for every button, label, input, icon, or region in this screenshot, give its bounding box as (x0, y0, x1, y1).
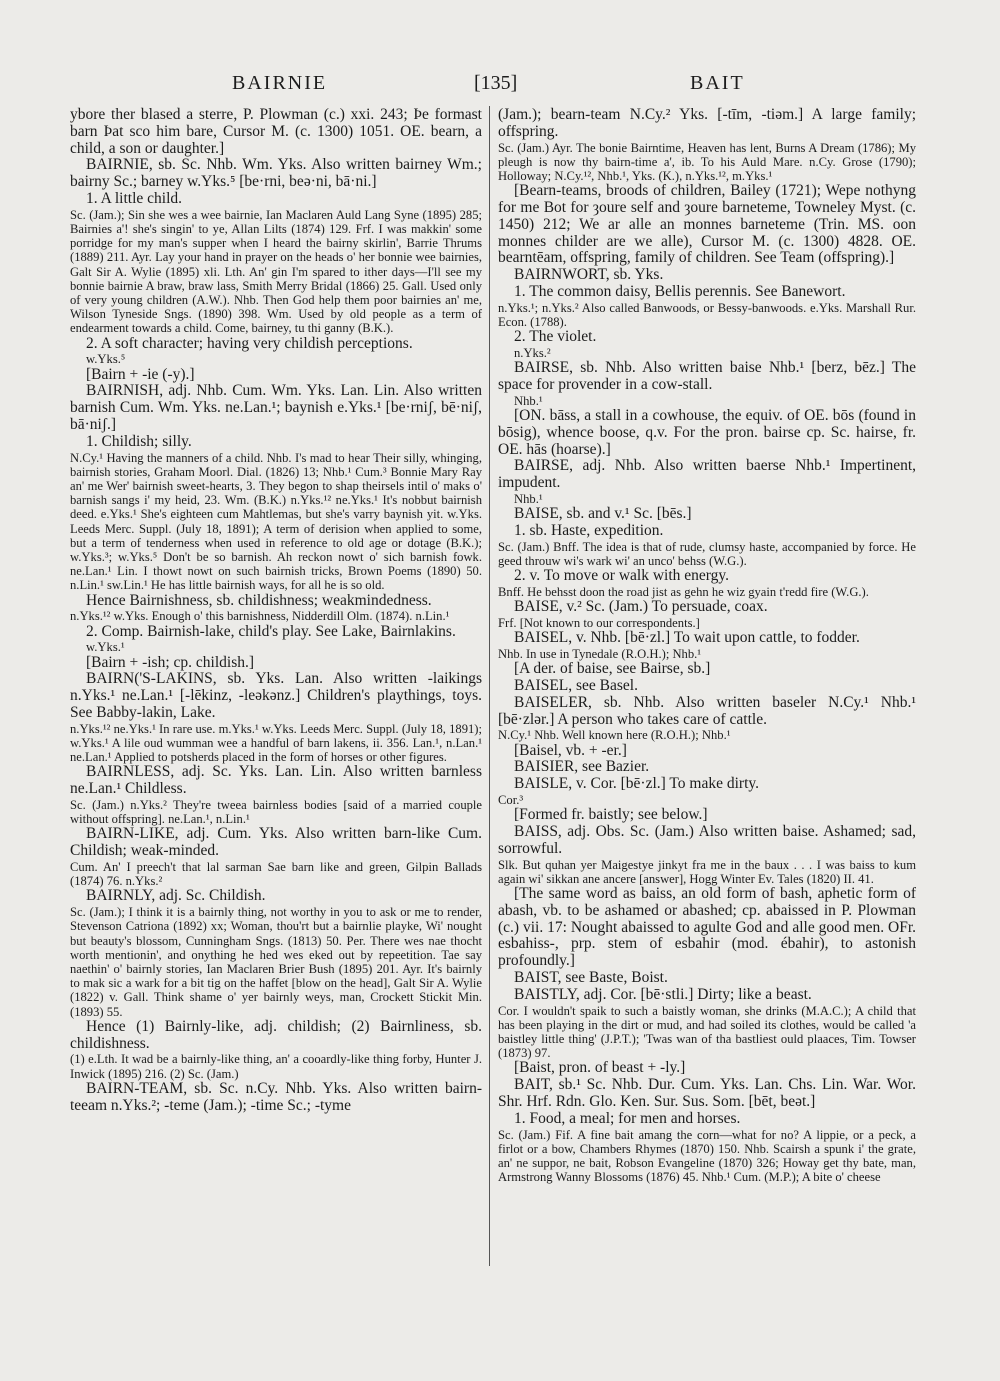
entry-paragraph: 1. sb. Haste, expedition. (514, 521, 664, 539)
entry-paragraph: BAISIER, see Bazier. (514, 758, 650, 776)
entry-paragraph: BAIT, sb.¹ Sc. Nhb. Dur. Cum. Yks. Lan. Chs. Lin. War. Wor. Shr. Hrf. Rdn. Glo. Ken. Sur. Sus. Som. [bēt, beət.] (498, 1076, 916, 1110)
entry-paragraph: 2. A soft character; having very childish perceptions. (86, 334, 413, 352)
citation-paragraph: Nhb.¹ (514, 393, 543, 408)
entry-paragraph: BAISELER, sb. Nhb. Also written baseler N.Cy.¹ Nhb.¹ [bē·zlər.] A person who takes care of cattle. (498, 693, 916, 728)
entry-paragraph: BAIRNISH, adj. Nhb. Cum. Wm. Yks. Lan. Lin. Also written barnish Cum. Wm. Yks. ne.Lan.¹; baynish e.Yks.¹ [be·rniʃ, bē·niʃ, bā·niʃ.] (70, 382, 482, 433)
entry-paragraph: BAIRN-TEAM, sb. Sc. n.Cy. Nhb. Yks. Also written bairn-teeam n.Yks.²; -teme (Jam.); -time Sc.; -tyme (70, 1079, 482, 1114)
entry-paragraph: [A der. of baise, see Bairse, sb.] (514, 660, 711, 678)
citation-paragraph: n.Yks.¹² ne.Yks.¹ In rare use. m.Yks.¹ w.Yks. Leeds Merc. Suppl. (July 18, 1891); w.Yks.¹ A lile oud wumman wee a handful of barn lakens, ii. 356. Lan.¹, n.Lan.¹ ne.Lan.¹ Applied to potsherds placed in the form of horses or other figures. (70, 721, 482, 765)
entry-paragraph: BAIRNLY, adj. Sc. Childish. (86, 887, 266, 905)
entry-paragraph: BAIRNLESS, adj. Sc. Yks. Lan. Lin. Also written barnless ne.Lan.¹ Childless. (70, 763, 482, 798)
entry-paragraph: [Formed fr. baistly; see below.] (514, 806, 708, 824)
right-column (498, 107, 916, 1267)
entry-paragraph: BAIRSE, adj. Nhb. Also written baerse Nhb.¹ Impertinent, impudent. (498, 457, 916, 492)
citation-paragraph: n.Yks.² (514, 345, 551, 360)
entry-paragraph: BAISS, adj. Obs. Sc. (Jam.) Also written baise. Ashamed; sad, sorrowful. (498, 822, 916, 857)
entry-paragraph: [Baisel, vb. + -er.] (514, 741, 627, 759)
entry-paragraph: [The same word as baiss, an old form of bash, aphetic form of abash, vb. to be ashamed or abashed; cp. abaissed in P. Plowman (c.) vii. 17: Nought abaissed to agulte God and alle good men. OFr. esbahiss-, prp. stem of esbahir (mod. ébahir), to astonish profoundly.] (498, 884, 916, 970)
citation-paragraph: Sc. (Jam.); Sin she wes a wee bairnie, Ian Maclaren Auld Lang Syne (1895) 285; Bairnies a'! she's singin' to ye, Allan Lilts (1874) 129. Frf. I was makkin' some porridge for my man's supper when I heard the bairny skirlin', Barrie Thrums (1889) 211. Ayr. Lay your hand in prayer on the heads o' her bonnie wee bairnies, Galt Sir A. Wylie (1895) xli. Lth. An' gin I'm spared to ither days—I'll see my bonnie bairnie A braw, braw lass, Smith Merry Bridal (1866) 25. Gall. Used only of very young children (A.W.). Nhb. Then God help them poor bairnies an' me, Wilson Tyneside Sngs. (1890) 398. Wm. Used by old people as a term of endearment towards a child. Come, bairney, tu thi ganny (B.K.). (70, 207, 482, 336)
citation-paragraph: w.Yks.¹ (86, 640, 125, 655)
entry-paragraph: BAISEL, see Basel. (514, 676, 638, 694)
citation-paragraph: w.Yks.⁵ (86, 352, 126, 367)
entry-paragraph: [Bairn + -ie (-y).] (86, 365, 195, 383)
citation-paragraph: N.Cy.¹ Nhb. Well known here (R.O.H.); Nhb.¹ (498, 728, 731, 743)
citation-paragraph: Sc. (Jam.) Bnff. The idea is that of rude, clumsy haste, accompanied by force. He geed throuw wi's wark wi' an unco' behss (W.G.). (498, 539, 916, 568)
citation-paragraph: Cor. I wouldn't spaik to such a baistly woman, she drinks (M.A.C.); A child that has been playing in the dirt or mud, and had soiled its clothes, would be called 'a baistley little thing' (J.P.T.); 'Twas wan of tha bastliest ould plaaces, Tim. Towser (1873) 97. (498, 1003, 916, 1061)
citation-paragraph: (1) e.Lth. It wad be a bairnly-like thing, an' a cooardly-like thing forby, Hunter J. Inwick (1895) 216. (2) Sc. (Jam.) (70, 1052, 482, 1081)
entry-paragraph: BAIRN('S-LAKINS, sb. Yks. Lan. Also written -laikings n.Yks.¹ ne.Lan.¹ [-lēkinz, -leəkənz.] Children's playthings, toys. See Babby-lakin, Lake. (70, 670, 482, 722)
column-divider (489, 106, 490, 1266)
entry-paragraph: BAIRSE, sb. Nhb. Also written baise Nhb.¹ [berz, bēz.] The space for provender in a cow-stall. (498, 359, 916, 393)
page-number: [135] (474, 72, 518, 94)
header-left-word: BAIRNIE (232, 72, 328, 94)
citation-paragraph: Bnff. He behsst doon the road jist as gehn he wiz gyain t'redd fire (W.G.). (498, 584, 869, 599)
entry-paragraph: 2. v. To move or walk with energy. (514, 567, 730, 585)
citation-paragraph: Nhb. In use in Tynedale (R.O.H.); Nhb.¹ (498, 646, 702, 661)
entry-paragraph: BAISLE, v. Cor. [bē·zl.] To make dirty. (514, 775, 760, 793)
entry-paragraph: BAISEL, v. Nhb. [bē·zl.] To wait upon cattle, to fodder. (514, 629, 860, 647)
entry-paragraph: BAIRN-LIKE, adj. Cum. Yks. Also written barn-like Cum. Childish; weak-minded. (70, 825, 482, 860)
citation-paragraph: Sc. (Jam.); I think it is a bairnly thing, not worthy in you to ask or me to render, Stevenson Catriona (1892) xx; Woman, thou'rt but a bairnlie playke, Wi' nought but beauty's blossom, Cunningham Sngs. (1813) 50. Per. There wes nae thocht worth mentionin', and onything he hed wes eked out by repeetition. Tae say naethin' o' bairnly stories, Ian Maclaren Brier Bush (1895) 201. Ayr. It's bairnly to mak sic a wark for a bit tig on the haffet [blow on the head], Galt Sir A. Wylie (1822) v. Gall. Think shame o' yer bairnly weys, man, Crockett Stickit Min. (1893) 55. (70, 905, 482, 1019)
entry-paragraph: 1. The common daisy, Bellis perennis. See Banewort. (514, 282, 846, 300)
entry-paragraph: [Bearn-teams, broods of children, Bailey (1721); Wepe nothyng for me Bot for ȝoure self and ȝoure barneteme, Towneley Myst. (c. 1450) 212; We ar alle an monnes barneteme (Trin. MS. oon monnes childer are we alle), Cursor M. (c. 1300) 4828. OE. bearntēam, offspring, family of children. See Team (offspring).] (498, 182, 916, 267)
citation-paragraph: Nhb.¹ (514, 491, 543, 506)
entry-paragraph: 2. Comp. Bairnish-lake, child's play. See Lake, Bairnlakins. (86, 622, 456, 640)
citation-paragraph: Sc. (Jam.) Ayr. The bonie Bairntime, Heaven has lent, Burns A Dream (1786); My pleugh is now thy bairn-time a', ib. To his Auld Mare. n.Cy. Grose (1790); Holloway; N.Cy.¹², Nhb.¹, Yks. (K.), n.Yks.¹², m.Yks.¹ (498, 140, 916, 183)
citation-paragraph: Sc. (Jam.) n.Yks.² They're tweea bairnless bodies [said of a married couple without offspring]. ne.Lan.¹, n.Lin.¹ (70, 798, 482, 827)
entry-paragraph: BAIRNWORT, sb. Yks. (514, 266, 664, 284)
citation-paragraph: Cum. An' I preech't that lal sarman Sae barn like and green, Gilpin Ballads (1874) 76. n.Yks.² (70, 860, 482, 889)
citation-paragraph: n.Yks.¹; n.Yks.² Also called Banwoods, or Bessy-banwoods. e.Yks. Marshall Rur. Econ. (1788). (498, 300, 916, 329)
entry-paragraph: BAISE, v.² Sc. (Jam.) To persuade, coax. (514, 598, 768, 616)
entry-paragraph: BAISE, sb. and v.¹ Sc. [bēs.] (514, 505, 692, 523)
entry-paragraph: Hence (1) Bairnly-like, adj. childish; (2) Bairnliness, sb. childishness. (70, 1017, 482, 1052)
entry-paragraph: [Bairn + -ish; cp. childish.] (86, 653, 255, 671)
citation-paragraph: n.Yks.¹² w.Yks. Enough o' this barnishness, Nidderdill Olm. (1874). n.Lin.¹ (70, 609, 450, 624)
header-right-word: BAIT (690, 72, 745, 94)
entry-paragraph: Hence Bairnishness, sb. childishness; weakmindedness. (86, 591, 432, 609)
citation-paragraph: Cor.³ (498, 792, 524, 807)
page-header (0, 72, 1000, 100)
entry-paragraph: [ON. bāss, a stall in a cowhouse, the equiv. of OE. bōs (found in bōsig), whence boose, q.v. For the pron. bairse cp. Sc. hairse, fr. OE. hās (hoarse).] (498, 406, 916, 458)
left-column (70, 107, 482, 1267)
entry-paragraph: BAISTLY, adj. Cor. [bē·stli.] Dirty; like a beast. (514, 985, 812, 1003)
entry-paragraph: ybore ther blased a sterre, P. Plowman (c.) xxi. 243; Þe formast barn Þat sco him bare, Cursor M. (c. 1300) 1051. OE. bearn, a child, a son or daughter.] (70, 107, 482, 157)
citation-paragraph: Frf. [Not known to our correspondents.] (498, 615, 700, 630)
entry-paragraph: [Baist, pron. of beast + -ly.] (514, 1059, 686, 1077)
entry-paragraph: 1. Childish; silly. (86, 432, 192, 450)
citation-paragraph: N.Cy.¹ Having the manners of a child. Nhb. I's mad to hear Their silly, whinging, bairnish stories, Graham Moorl. Dial. (1826) 13; Nhb.¹ Cum.³ Bonnie Mary Ray an' me Wer' bairnish sweet-hearts, 3. They begon to shap theirsels intil o' maks o' barnish sangs i' my heid, 23. Wm. (B.K.) n.Yks.¹² ne.Yks.¹ It's nobbut bairnish deed. e.Yks.¹ She's eighteen cum Mahtlemas, but she's varry baynish yit. w.Yks. Leeds Merc. Suppl. (July 18, 1891); A term of derision when applied to some, but a term of tenderness when used in reference to old age or dotage (B.K.); w.Yks.³; w.Yks.⁵ Don't be so barnish. Ah reckon nowt o' sich barnish fowk. ne.Lan.¹ Lin. I thowt nowt on such bairnish tricks, Brown Poems (1890) 50. n.Lin.¹ sw.Lin.¹ He has little bairnish ways, for all he is so old. (70, 450, 482, 593)
entry-paragraph: BAIRNIE, sb. Sc. Nhb. Wm. Yks. Also written bairney Wm.; bairny Sc.; barney w.Yks.⁵ [be·rni, beə·ni, bā·ni.] (70, 156, 482, 191)
citation-paragraph: Slk. But quhan yer Maigestye jinkyt fra me in the baux . . . I was baiss to kum again wi' sikkan ane ancere [answer], Hogg Winter Ev. Tales (1820) II. 41. (498, 857, 916, 886)
entry-paragraph: 2. The violet. (514, 328, 597, 346)
entry-paragraph: BAIST, see Baste, Boist. (514, 968, 668, 986)
entry-paragraph: 1. Food, a meal; for men and horses. (514, 1109, 741, 1127)
citation-paragraph: Sc. (Jam.) Fif. A fine bait amang the corn—what for no? A lippie, or a peck, a firlot or a bow, Chambers Rhymes (1870) 150. Nhb. Scairsh a spunk i' the grate, an' ne suppor, ne bait, Robson Evangeline (1870) 326; Howay get thy bate, man, Armstrong Wanny Blossoms (1876) 45. Nhb.¹ Cum. (M.P.); A bite o' cheese (498, 1127, 916, 1185)
entry-paragraph: 1. A little child. (86, 189, 183, 207)
entry-paragraph: (Jam.); bearn-team N.Cy.² Yks. [-tīm, -tiəm.] A large family; offspring. (498, 107, 916, 140)
